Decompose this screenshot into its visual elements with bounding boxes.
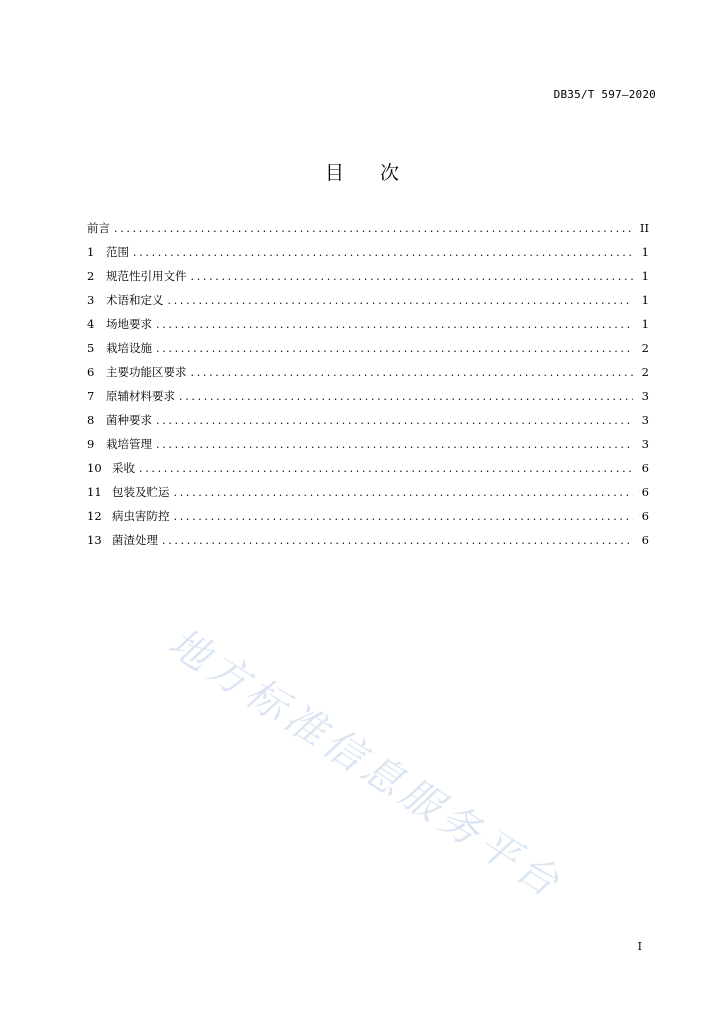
toc-entry-page: 1 (641, 293, 649, 307)
toc-entry-number: 3 (87, 293, 95, 307)
document-code: DB35/T 597—2020 (553, 88, 656, 101)
toc-title-part1: 目 (324, 162, 344, 184)
toc-entry-label: 场地要求 (106, 317, 152, 331)
toc-entry[interactable] (87, 360, 649, 384)
toc-entry-label: 主要功能区要求 (106, 365, 187, 379)
toc-entry-number: 6 (87, 365, 95, 379)
toc-entry[interactable] (87, 240, 649, 264)
toc-title-part2: 次 (380, 162, 400, 184)
toc-entry-page: 3 (641, 413, 649, 427)
toc-entry-page: 1 (641, 317, 649, 331)
toc-entry-number: 2 (87, 269, 95, 283)
toc-entry-page: 1 (641, 269, 649, 283)
toc-entry-page: II (639, 221, 649, 235)
toc-entry-number: 4 (87, 317, 95, 331)
toc-entry-page: 6 (641, 533, 649, 547)
dot-leader (156, 313, 633, 337)
toc-entry-label: 包装及贮运 (112, 485, 170, 499)
toc-entry-number: 11 (87, 485, 102, 499)
toc-entry-page: 2 (641, 341, 649, 355)
watermark: 地方标准信息服务平台 (160, 619, 571, 909)
toc-entry-label: 采收 (112, 461, 135, 475)
toc-entry-foreword[interactable] (87, 216, 649, 240)
toc-entry[interactable] (87, 432, 649, 456)
dot-leader (139, 457, 633, 481)
table-of-contents (87, 216, 649, 552)
dot-leader (174, 505, 634, 529)
footer-page-number: I (637, 940, 642, 953)
toc-entry-number: 10 (87, 461, 102, 475)
toc-entry-label: 菌种要求 (106, 413, 152, 427)
toc-entry-label: 栽培管理 (106, 437, 152, 451)
dot-leader (156, 433, 633, 457)
dot-leader (156, 337, 633, 361)
toc-entry-page: 6 (641, 461, 649, 475)
toc-entry[interactable] (87, 408, 649, 432)
toc-entry-page: 1 (641, 245, 649, 259)
toc-entry[interactable] (87, 528, 649, 552)
toc-entry[interactable] (87, 288, 649, 312)
toc-entry-number: 1 (87, 245, 95, 259)
dot-leader (174, 481, 634, 505)
toc-entry[interactable] (87, 456, 649, 480)
toc-entry[interactable] (87, 312, 649, 336)
toc-title (0, 158, 724, 185)
toc-entry-label: 病虫害防控 (112, 509, 170, 523)
toc-entry-label: 菌渣处理 (112, 533, 158, 547)
toc-entry-label: 栽培设施 (106, 341, 152, 355)
toc-entry-number: 12 (87, 509, 102, 523)
dot-leader (156, 409, 633, 433)
toc-entry-number: 5 (87, 341, 95, 355)
dot-leader (162, 529, 633, 553)
toc-entry-label: 规范性引用文件 (106, 269, 187, 283)
toc-entry-number: 9 (87, 437, 95, 451)
dot-leader (114, 217, 633, 241)
toc-entry-number: 8 (87, 413, 95, 427)
toc-entry-page: 3 (641, 389, 649, 403)
toc-entry[interactable] (87, 384, 649, 408)
toc-entry[interactable] (87, 480, 649, 504)
toc-entry-label: 术语和定义 (106, 293, 164, 307)
dot-leader (191, 265, 634, 289)
toc-entry-page: 3 (641, 437, 649, 451)
toc-entry-label: 原辅材料要求 (106, 389, 175, 403)
toc-entry-page: 2 (641, 365, 649, 379)
toc-entry-page: 6 (641, 509, 649, 523)
dot-leader (133, 241, 633, 265)
toc-entry-label: 范围 (106, 245, 129, 259)
toc-entry-label: 前言 (87, 221, 110, 235)
dot-leader (191, 361, 634, 385)
toc-entry-number: 7 (87, 389, 95, 403)
toc-entry[interactable] (87, 336, 649, 360)
toc-entry-number: 13 (87, 533, 102, 547)
toc-entry[interactable] (87, 264, 649, 288)
toc-entry[interactable] (87, 504, 649, 528)
dot-leader (179, 385, 633, 409)
toc-entry-page: 6 (641, 485, 649, 499)
dot-leader (168, 289, 634, 313)
